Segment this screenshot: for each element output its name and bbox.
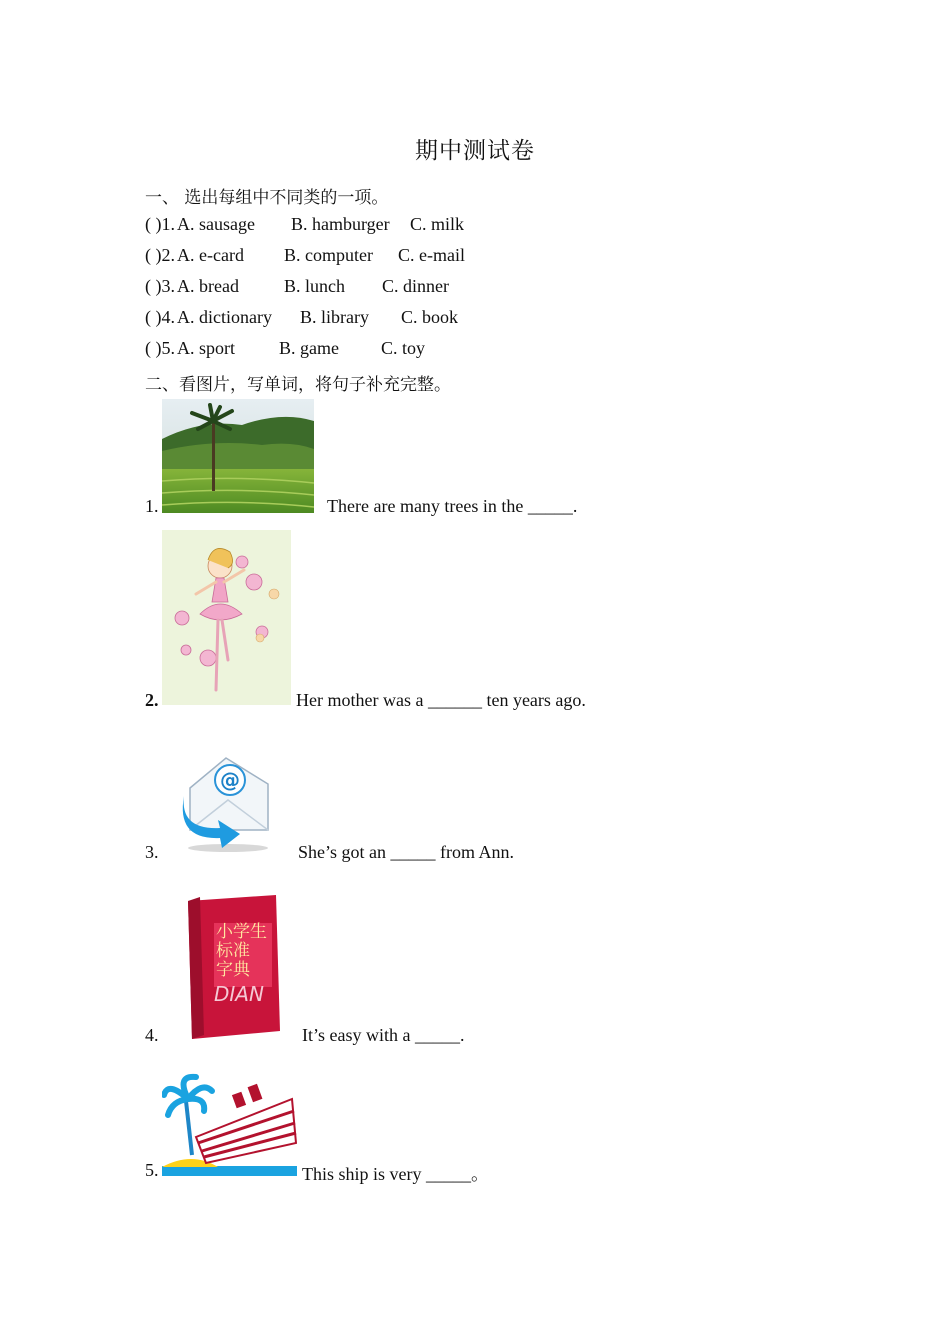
countryside-image xyxy=(162,399,314,513)
option-c: C. book xyxy=(401,307,459,327)
book-cover-char: 准 xyxy=(233,941,250,961)
item-number: 3. xyxy=(145,842,159,862)
section2-heading: 二、看图片，写单词，将句子补充完整。 xyxy=(145,375,451,395)
answer-bracket: ( )3. xyxy=(145,276,175,296)
option-c: C. dinner xyxy=(382,276,449,296)
question-row xyxy=(145,214,465,235)
answer-bracket: ( )4. xyxy=(145,307,175,327)
dictionary-image xyxy=(180,893,288,1041)
ship-image xyxy=(162,1071,297,1176)
answer-bracket: ( )5. xyxy=(145,338,175,358)
page-title: 期中测试卷 xyxy=(415,138,535,164)
email-icon xyxy=(176,744,278,854)
answer-bracket: ( )2. xyxy=(145,245,175,265)
book-cover-char: 小 xyxy=(216,922,233,942)
item-number: 2. xyxy=(145,690,159,710)
option-b: B. library xyxy=(300,307,369,327)
option-b: B. lunch xyxy=(284,276,345,296)
option-a: A. dictionary xyxy=(177,307,272,327)
option-a: A. sport xyxy=(177,338,235,358)
fill-in-sentence: This ship is very _____。 xyxy=(302,1164,489,1184)
svg-text:DIAN: DIAN xyxy=(214,982,264,1006)
fill-in-sentence: It’s easy with a _____. xyxy=(302,1025,465,1045)
svg-text:@: @ xyxy=(220,768,240,792)
question-row xyxy=(145,245,465,266)
fill-in-sentence: There are many trees in the _____. xyxy=(327,496,578,516)
option-c: C. e-mail xyxy=(398,245,465,265)
option-a: A. bread xyxy=(177,276,239,296)
option-b: B. game xyxy=(279,338,339,358)
fill-in-sentence: Her mother was a ______ ten years ago. xyxy=(296,690,586,710)
section1-heading: 一、 选出每组中不同类的一项。 xyxy=(145,188,389,208)
option-a: A. sausage xyxy=(177,214,255,234)
ballet-dancer-image xyxy=(162,530,291,705)
item-number: 5. xyxy=(145,1160,159,1180)
question-row xyxy=(145,276,449,297)
book-cover-char: 标 xyxy=(216,941,233,961)
book-cover-char: 生 xyxy=(250,922,267,942)
book-cover-char: 学 xyxy=(233,922,250,942)
option-c: C. toy xyxy=(381,338,426,358)
question-row xyxy=(145,338,426,359)
book-cover-char: 典 xyxy=(233,960,250,980)
fill-in-sentence: She’s got an _____ from Ann. xyxy=(298,842,514,862)
option-b: B. computer xyxy=(284,245,373,265)
answer-bracket: ( )1. xyxy=(145,214,175,234)
item-number: 4. xyxy=(145,1025,159,1045)
question-row xyxy=(145,307,459,328)
option-b: B. hamburger xyxy=(291,214,390,234)
book-cover-char: 字 xyxy=(216,960,233,980)
item-number: 1. xyxy=(145,496,159,516)
option-a: A. e-card xyxy=(177,245,244,265)
option-c: C. milk xyxy=(410,214,465,234)
